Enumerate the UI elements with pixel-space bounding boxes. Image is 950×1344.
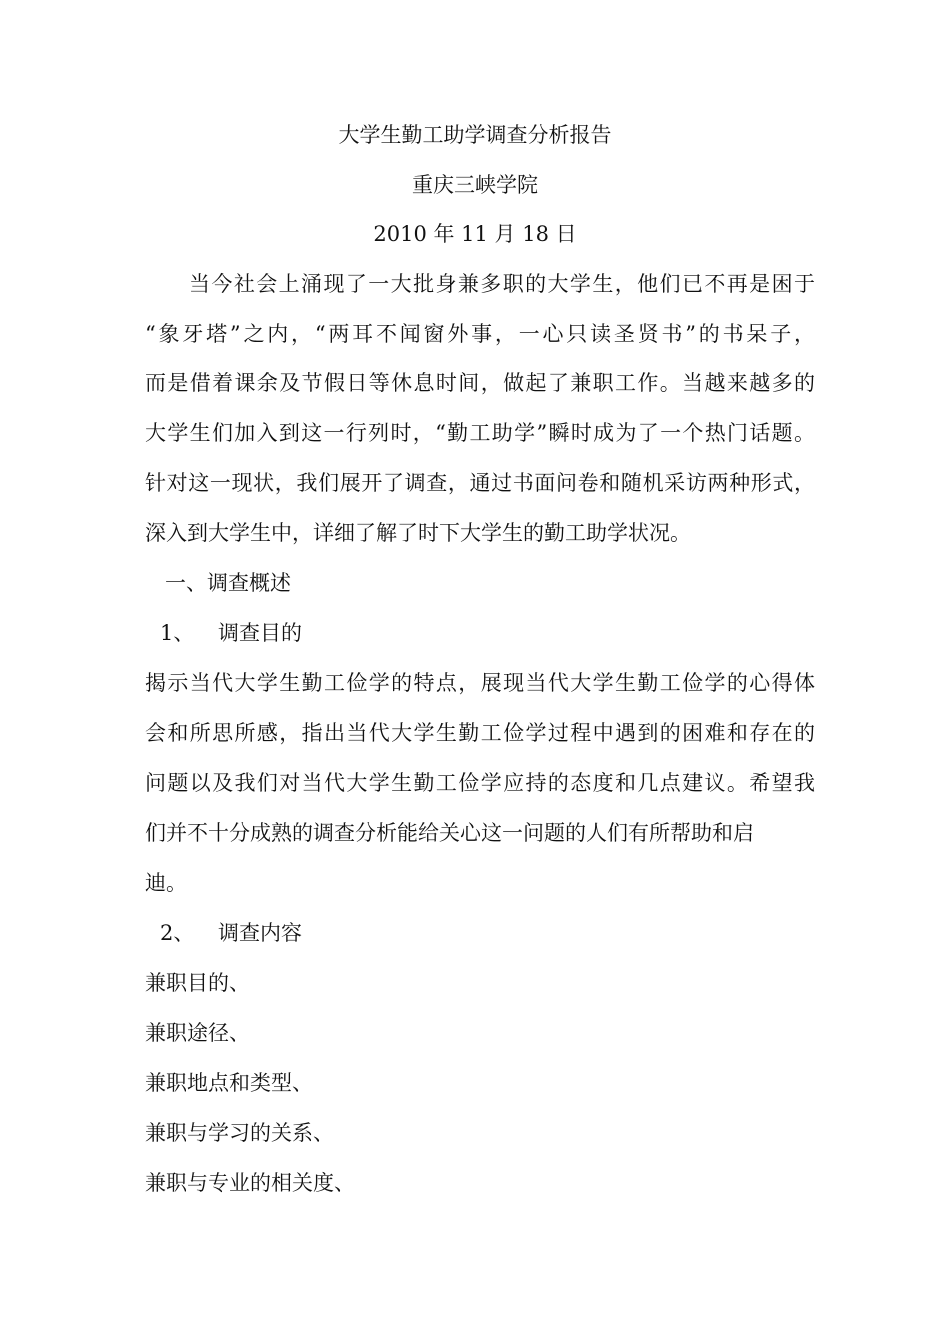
subheading-title: 调查内容 xyxy=(218,921,302,945)
purpose-line: 问题以及我们对当代大学生勤工俭学应持的态度和几点建议。希望我 xyxy=(145,771,815,795)
subheading-number: 2、 xyxy=(160,921,195,945)
content-item: 兼职地点和类型、 xyxy=(145,1071,313,1095)
content-item: 兼职目的、 xyxy=(145,971,250,995)
intro-line: 而是借着课余及节假日等休息时间，做起了兼职工作。当越来越多的 xyxy=(145,371,815,395)
content-item: 兼职与学习的关系、 xyxy=(145,1121,334,1145)
school-name: 重庆三峡学院 xyxy=(412,173,538,197)
content-item: 兼职与专业的相关度、 xyxy=(145,1171,355,1195)
purpose-line: 会和所思所感，指出当代大学生勤工俭学过程中遇到的困难和存在的 xyxy=(145,721,815,745)
report-date: 2010 年 11 月 18 日 xyxy=(373,222,577,246)
content-item: 兼职途径、 xyxy=(145,1021,250,1045)
section-heading: 一、调查概述 xyxy=(165,571,291,595)
intro-line: 大学生们加入到这一行列时，“勤工助学”瞬时成为了一个热门话题。 xyxy=(145,421,815,445)
document-title: 大学生勤工助学调查分析报告 xyxy=(338,123,612,147)
intro-line: 当今社会上涌现了一大批身兼多职的大学生，他们已不再是困于 xyxy=(189,272,815,296)
intro-line: 深入到大学生中，详细了解了时下大学生的勤工助学状况。 xyxy=(145,521,691,545)
purpose-line: 揭示当代大学生勤工俭学的特点，展现当代大学生勤工俭学的心得体 xyxy=(145,671,815,695)
intro-line: “象牙塔”之内，“两耳不闻窗外事，一心只读圣贤书”的书呆子， xyxy=(145,322,815,346)
intro-line: 针对这一现状，我们展开了调查，通过书面问卷和随机采访两种形式， xyxy=(145,471,815,495)
subheading-content xyxy=(160,919,830,947)
purpose-line: 们并不十分成熟的调查分析能给关心这一问题的人们有所帮助和启 xyxy=(145,821,754,845)
subheading-purpose xyxy=(160,619,830,647)
purpose-line: 迪。 xyxy=(145,871,187,895)
subheading-number: 1、 xyxy=(160,621,195,645)
subheading-title: 调查目的 xyxy=(218,621,302,645)
